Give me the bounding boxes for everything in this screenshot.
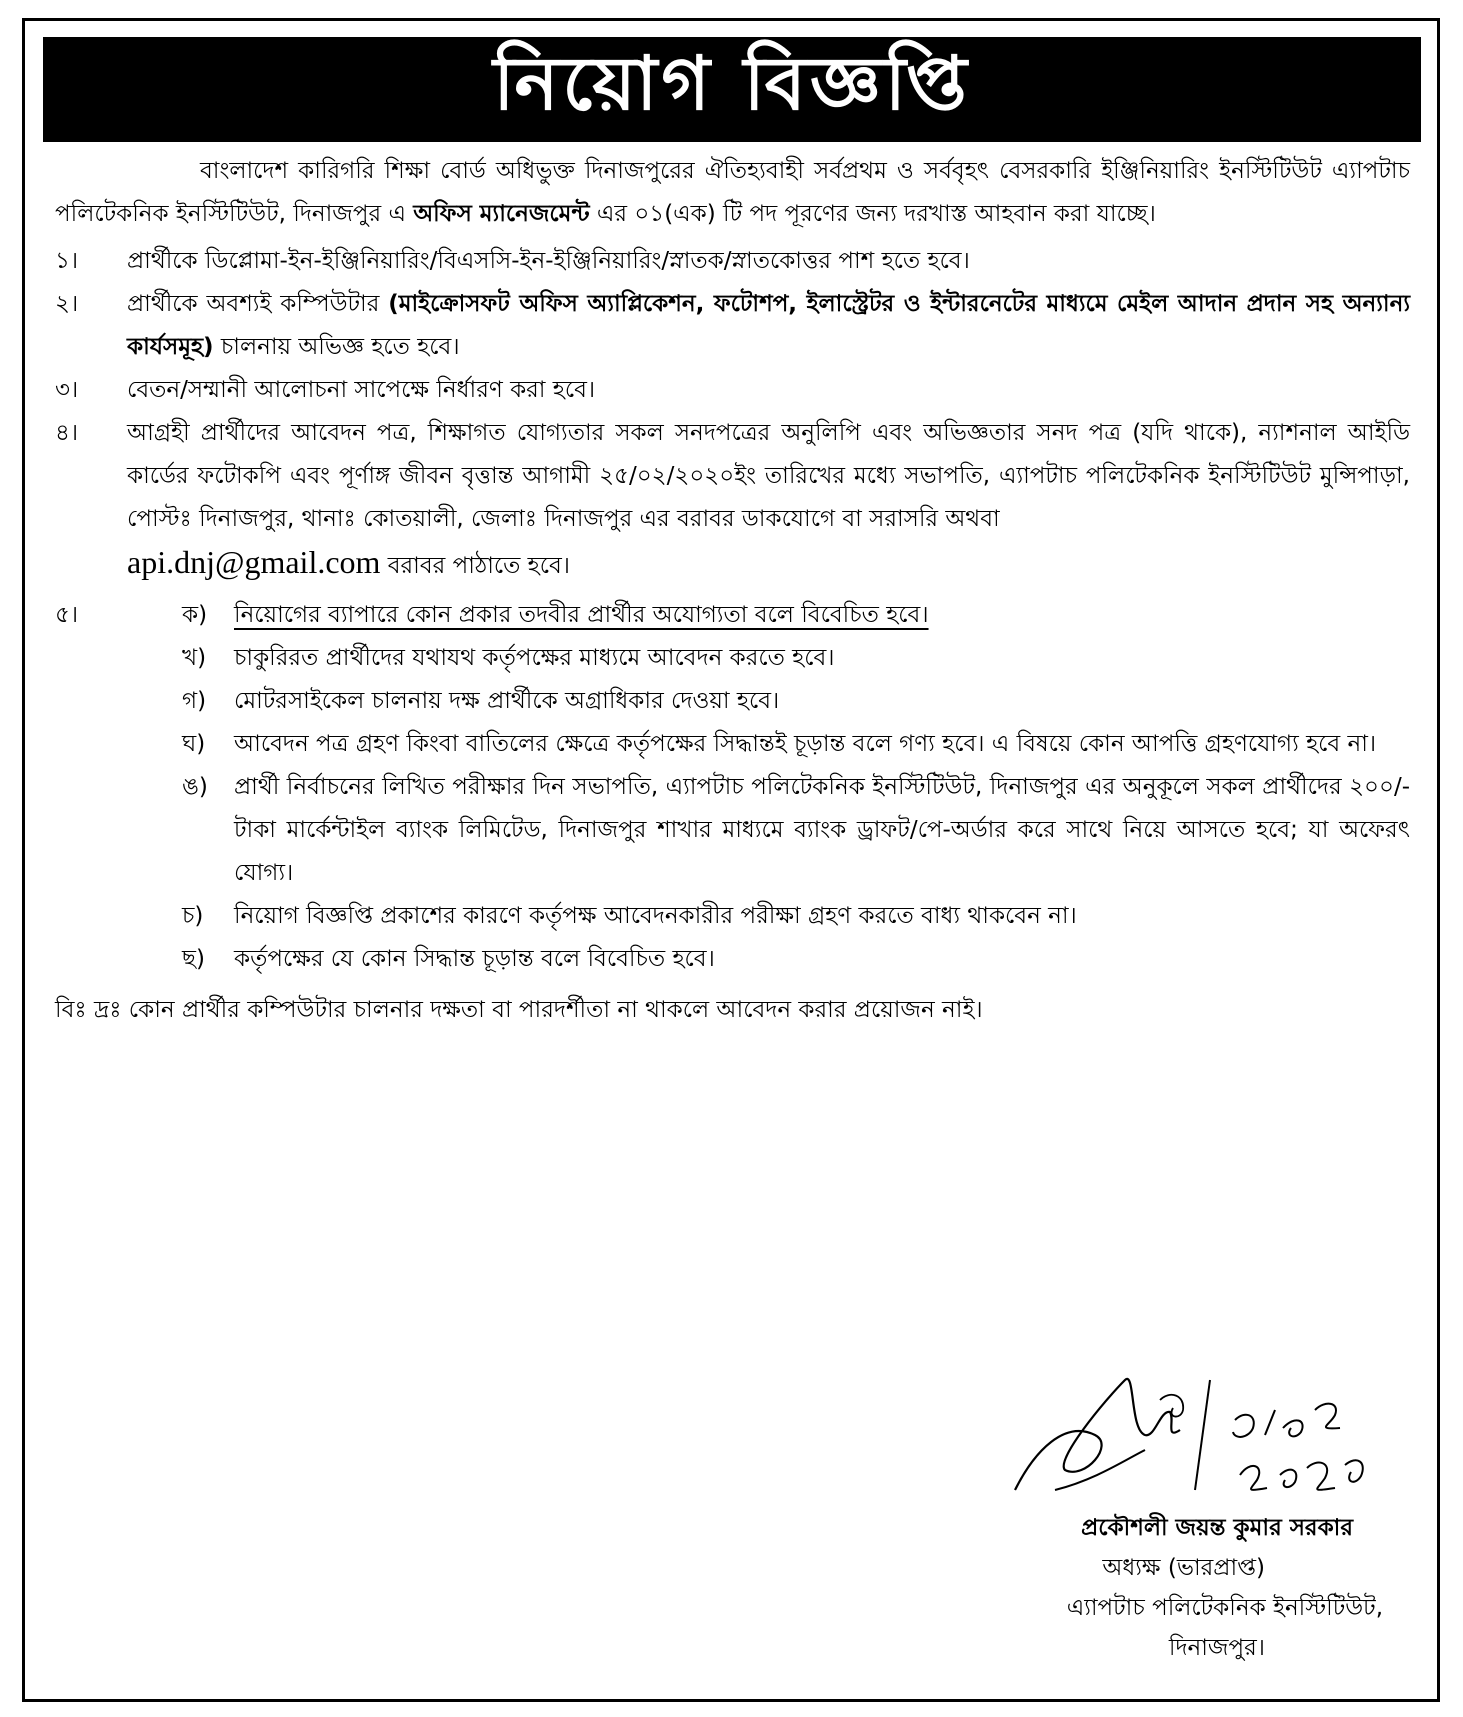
sub-item xyxy=(182,895,1410,938)
sub-item xyxy=(182,766,1410,895)
item-number: ১। xyxy=(55,248,79,274)
item-number: ৩। xyxy=(55,377,79,403)
item-text-part: চালনায় অভিজ্ঞ হতে হবে। xyxy=(213,334,460,360)
sub-item xyxy=(182,723,1410,766)
post-name: অফিস ম্যানেজমেন্ট xyxy=(413,201,590,227)
email-address: api.dnj@gmail.com xyxy=(127,544,381,580)
item-number: ৫। xyxy=(55,602,79,628)
signatory-block xyxy=(1067,1508,1383,1668)
item-text-part: বরাবর পাঠাতে হবে। xyxy=(380,553,571,579)
list-item xyxy=(55,412,1410,588)
sub-item xyxy=(182,680,1410,723)
sub-item-text: প্রার্থী নির্বাচনের লিখিত পরীক্ষার দিন সভাপতি, এ্যাপটাচ পলিটেকনিক ইনস্টিটিউট, দিনাজপুর এর অনুকূলে সকল প্রার্থীদের ২০০/- টাকা মার্কেন্টাইল ব্যাংক লিমিটেড, দিনাজপুর শাখার মাধ্যমে ব্যাংক ড্রাফট/পে-অর্ডার করে সাথে নিয়ে আসতে হবে; যা অফেরৎ যোগ্য। xyxy=(234,774,1410,886)
signatory-city: দিনাজপুর। xyxy=(1168,1635,1265,1661)
sub-item-label: ঘ) xyxy=(182,731,206,757)
intro-paragraph xyxy=(55,150,1410,236)
sub-item-text: নিয়োগ বিজ্ঞপ্তি প্রকাশের কারণে কর্তৃপক্ষ আবেদনকারীর পরীক্ষা গ্রহণ করতে বাধ্য থাকবেন না। xyxy=(234,903,1077,929)
page-title: নিয়োগ বিজ্ঞপ্তি xyxy=(43,37,1421,142)
item-text: প্রার্থীকে ডিপ্লোমা-ইন-ইঞ্জিনিয়ারিং/বিএসসি-ইন-ইঞ্জিনিয়ারিং/স্নাতক/স্নাতকোত্তর পাশ হতে হবে। xyxy=(127,248,970,274)
sub-item-text: নিয়োগের ব্যাপারে কোন প্রকার তদবীর প্রার্থীর অযোগ্যতা বলে বিবেচিত হবে। xyxy=(234,602,929,628)
item-number: ৪। xyxy=(55,420,79,446)
sub-item-label: ছ) xyxy=(182,946,205,972)
sub-item-text: কর্তৃপক্ষের যে কোন সিদ্ধান্ত চূড়ান্ত বলে বিবেচিত হবে। xyxy=(234,946,715,972)
intro-text-end: এর ০১(এক) টি পদ পূরণের জন্য দরখাস্ত আহবান করা যাচ্ছে। xyxy=(589,201,1156,227)
sub-item-label: চ) xyxy=(182,903,204,929)
sub-item-label: ঙ) xyxy=(182,774,208,800)
conditions-list xyxy=(127,594,1410,981)
note: বিঃ দ্রঃ কোন প্রার্থীর কম্পিউটার চালনার দক্ষতা বা পারদর্শীতা না থাকলে আবেদন করার প্রয়োজন নাই। xyxy=(55,997,983,1023)
list-item xyxy=(55,240,1410,283)
sub-item xyxy=(182,938,1410,981)
sub-item-text: আবেদন পত্র গ্রহণ কিংবা বাতিলের ক্ষেত্রে কর্তৃপক্ষের সিদ্ধান্তই চূড়ান্ত বলে গণ্য হবে। এ বিষয়ে কোন আপত্তি গ্রহণযোগ্য হবে না। xyxy=(234,731,1377,757)
item-text-part: আগ্রহী প্রার্থীদের আবেদন পত্র, শিক্ষাগত যোগ্যতার সকল সনদপত্রের অনুলিপি এবং অভিজ্ঞতার সনদ পত্র (যদি থাকে), ন্যাশনাল আইডি কার্ডের ফটোকপি এবং পূর্ণাঙ্গ জীবন বৃত্তান্ত আগামী ২৫/০২/২০২০ইং তারিখের মধ্যে সভাপতি, এ্যাপটাচ পলিটেকনিক ইনস্টিটিউট মুন্সিপাড়া, পোস্টঃ দিনাজপুর, থানাঃ কোতয়ালী, জেলাঃ দিনাজপুর এর বরাবর ডাকযোগে বা সরাসরি অথবা xyxy=(127,420,1410,532)
signature-icon xyxy=(995,1340,1435,1520)
sub-item xyxy=(182,637,1410,680)
sub-item-label: গ) xyxy=(182,688,207,714)
list-item xyxy=(55,283,1410,369)
sub-item-label: ক) xyxy=(182,602,208,628)
signatory-name: প্রকৌশলী জয়ন্ত কুমার সরকার xyxy=(1081,1515,1353,1541)
notice-body xyxy=(55,150,1410,1055)
signatory-title: অধ্যক্ষ (ভারপ্রাপ্ত) xyxy=(1102,1555,1265,1581)
list-item-conditions xyxy=(55,594,1410,981)
intro-text: বাংলাদেশ কারিগরি শিক্ষা বোর্ড অধিভুক্ত দিনাজপুরের ঐতিহ্যবাহী সর্বপ্রথম ও সর্ববৃহৎ বেসরকারি ইঞ্জিনিয়ারিং ইনস্টিটিউট এ্যাপটাচ পলিটেকনিক ইনস্টিটিউট, দিনাজপুর এ xyxy=(55,158,1410,227)
sub-item-text: চাকুরিরত প্রার্থীদের যথাযথ কর্তৃপক্ষের মাধ্যমে আবেদন করতে হবে। xyxy=(234,645,835,671)
item-text-bold: (মাইক্রোসফট অফিস অ্যাপ্লিকেশন, ফটোশপ, ইলাস্ট্রেটর ও ইন্টারনেটের মাধ্যমে মেইল আদান প্রদান সহ অন্যান্য কার্যসমূহ) xyxy=(127,291,1410,360)
signatory-institute: এ্যাপটাচ পলিটেকনিক ইনস্টিটিউট, xyxy=(1066,1595,1383,1621)
sub-item xyxy=(182,594,1410,637)
item-text: বেতন/সম্মানী আলোচনা সাপেক্ষে নির্ধারণ করা হবে। xyxy=(127,377,596,403)
sub-item-text: মোটরসাইকেল চালনায় দক্ষ প্রার্থীকে অগ্রাধিকার দেওয়া হবে। xyxy=(234,688,780,714)
sub-item-label: খ) xyxy=(182,645,207,671)
item-number: ২। xyxy=(55,291,79,317)
item-text xyxy=(127,412,1410,588)
item-text-part: প্রার্থীকে অবশ্যই কম্পিউটার xyxy=(127,291,389,317)
list-item xyxy=(55,369,1410,412)
item-text xyxy=(127,283,1410,369)
